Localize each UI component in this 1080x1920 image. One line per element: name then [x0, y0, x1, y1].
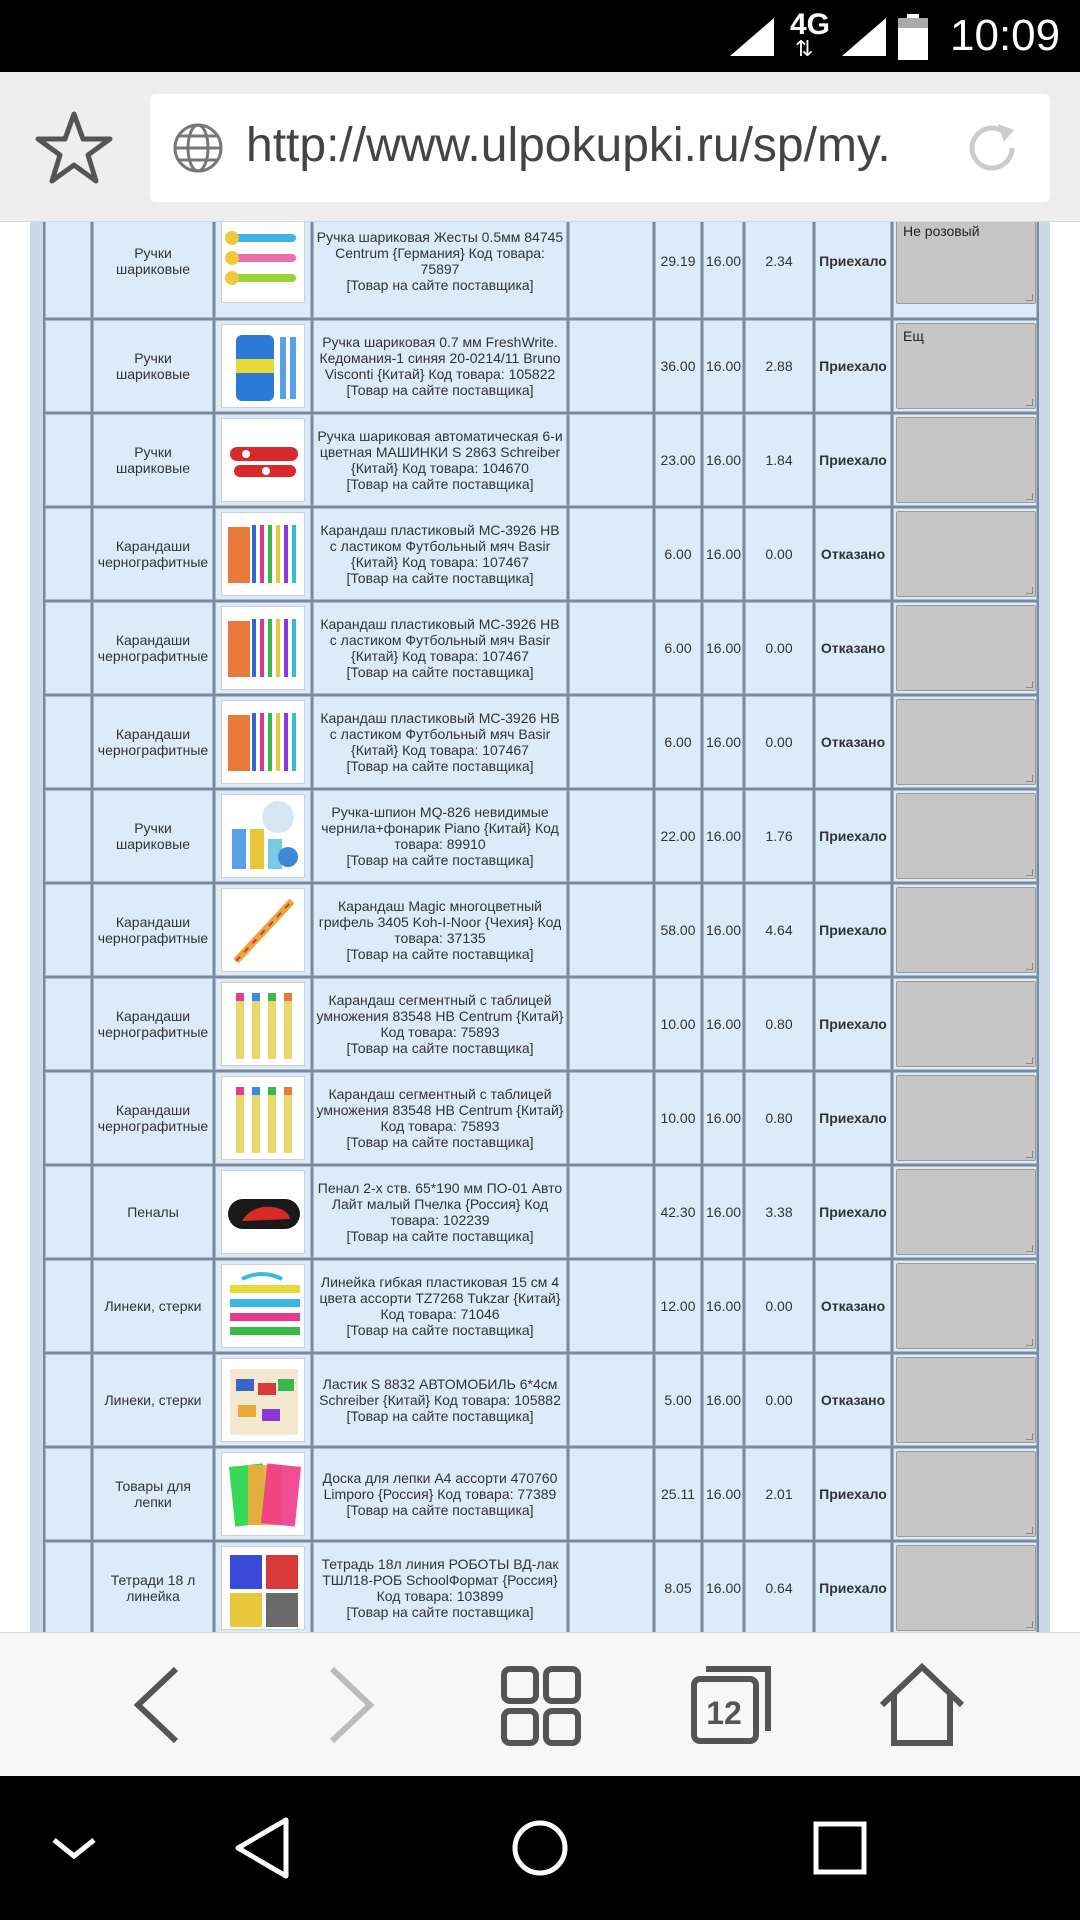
web-page: [0, 222, 1080, 1632]
select-cell[interactable]: [45, 320, 91, 412]
browser-toolbar: [0, 72, 1080, 222]
product-thumbnail[interactable]: [221, 512, 305, 596]
select-cell[interactable]: [45, 1260, 91, 1352]
extra-cell: 3.38: [745, 1166, 813, 1258]
product-name: Ручка шариковая 0.7 мм FreshWrite. Кедомания-1 синяя 20-0214/11 Bruno Visconti {Китай} Код товара: 105822: [319, 334, 561, 382]
price-cell: 22.00: [655, 790, 701, 882]
supplier-link[interactable]: [Товар на сайте поставщика]: [346, 476, 534, 492]
empty-cell: [569, 1542, 653, 1632]
product-thumbnail[interactable]: [221, 1546, 305, 1630]
empty-cell: [569, 508, 653, 600]
comment-cell: [893, 1542, 1037, 1632]
comment-cell: [893, 1072, 1037, 1164]
fee-cell: 16.00: [703, 1448, 743, 1540]
system-home-icon[interactable]: [500, 1808, 580, 1888]
fee-cell: 16.00: [703, 1072, 743, 1164]
product-thumbnail[interactable]: [221, 700, 305, 784]
order-row: [45, 696, 1037, 788]
image-cell: [215, 1072, 311, 1164]
product-image-icon: [222, 1359, 305, 1442]
extra-cell: 0.80: [745, 1072, 813, 1164]
select-cell[interactable]: [45, 790, 91, 882]
select-cell[interactable]: [45, 602, 91, 694]
price-cell: 12.00: [655, 1260, 701, 1352]
image-cell: [215, 414, 311, 506]
fee-cell: 16.00: [703, 320, 743, 412]
status-cell: Отказано: [815, 602, 891, 694]
select-cell[interactable]: [45, 1542, 91, 1632]
fee-cell: 16.00: [703, 222, 743, 318]
browser-bottom-nav: [0, 1632, 1080, 1776]
category-cell: Карандаши чернографитные: [93, 884, 213, 976]
supplier-link[interactable]: [Товар на сайте поставщика]: [346, 1408, 534, 1424]
order-row: [45, 1072, 1037, 1164]
price-cell: 23.00: [655, 414, 701, 506]
product-image-icon: [222, 1077, 305, 1160]
image-cell: [215, 1260, 311, 1352]
product-name: Ластик S 8832 АВТОМОБИЛЬ 6*4см Schreiber {Китай} Код товара: 105882: [319, 1376, 561, 1408]
order-row: [45, 508, 1037, 600]
comment-cell: [893, 1260, 1037, 1352]
product-name-cell: [313, 1166, 567, 1258]
extra-cell: 0.80: [745, 978, 813, 1070]
empty-cell: [569, 1354, 653, 1446]
select-cell[interactable]: [45, 414, 91, 506]
image-cell: [215, 602, 311, 694]
empty-cell: [569, 320, 653, 412]
category-cell: Линеки, стерки: [93, 1354, 213, 1446]
extra-cell: 0.00: [745, 696, 813, 788]
empty-cell: [569, 884, 653, 976]
supplier-link[interactable]: [Товар на сайте поставщика]: [346, 1228, 534, 1244]
select-cell[interactable]: [45, 884, 91, 976]
empty-cell: [569, 1072, 653, 1164]
product-name: Пенал 2-х ств. 65*190 мм ПО-01 Авто Лайт малый Пчелка {Россия} Код товара: 102239: [317, 1180, 563, 1228]
product-image-icon: [222, 513, 305, 596]
fee-cell: 16.00: [703, 790, 743, 882]
order-row: [45, 1354, 1037, 1446]
status-cell: Приехало: [815, 978, 891, 1070]
product-name-cell: [313, 222, 567, 318]
product-name-cell: [313, 1542, 567, 1632]
status-cell: Приехало: [815, 1166, 891, 1258]
supplier-link[interactable]: [Товар на сайте поставщика]: [346, 1134, 534, 1150]
category-cell: Линеки, стерки: [93, 1260, 213, 1352]
category-cell: Карандаши чернографитные: [93, 978, 213, 1070]
orders-grid: [43, 222, 1037, 1632]
category-cell: Ручки шариковые: [93, 790, 213, 882]
price-cell: 6.00: [655, 696, 701, 788]
product-image-icon: [222, 701, 305, 784]
product-name: Тетрадь 18л линия РОБОТЫ ВД-лак ТШЛ18-РОБ SchoolФормат {Россия} Код товара: 103899: [321, 1556, 559, 1604]
supplier-link[interactable]: [Товар на сайте поставщика]: [346, 946, 534, 962]
supplier-link[interactable]: [Товар на сайте поставщика]: [346, 277, 534, 293]
comment-field[interactable]: [896, 417, 1036, 503]
product-image-icon: [222, 222, 305, 303]
extra-cell: 0.64: [745, 1542, 813, 1632]
product-image-icon: [222, 795, 305, 878]
image-cell: [215, 508, 311, 600]
reload-icon[interactable]: [962, 118, 1022, 178]
price-cell: 10.00: [655, 1072, 701, 1164]
data-arrows-icon: ⇅: [795, 36, 812, 61]
category-cell: Карандаши чернографитные: [93, 696, 213, 788]
fee-cell: 16.00: [703, 414, 743, 506]
product-name-cell: [313, 414, 567, 506]
product-name: Ручка-шпион MQ-826 невидимые чернила+фонарик Piano {Китай} Код товара: 89910: [321, 804, 559, 852]
empty-cell: [569, 1260, 653, 1352]
empty-cell: [569, 696, 653, 788]
category-cell: Ручки шариковые: [93, 222, 213, 318]
product-name-cell: [313, 508, 567, 600]
price-cell: 58.00: [655, 884, 701, 976]
comment-cell: [893, 1166, 1037, 1258]
status-cell: Отказано: [815, 508, 891, 600]
order-row: [45, 222, 1037, 318]
extra-cell: 0.00: [745, 508, 813, 600]
price-cell: 6.00: [655, 602, 701, 694]
fee-cell: 16.00: [703, 1166, 743, 1258]
system-back-icon[interactable]: [226, 1808, 306, 1888]
supplier-link[interactable]: [Товар на сайте поставщика]: [346, 382, 534, 398]
tabs-button[interactable]: [680, 1655, 780, 1755]
product-name: Карандаш сегментный с таблицей умножения 83548 HB Centrum {Китай} Код товара: 75893: [316, 1086, 564, 1134]
product-image-icon: [222, 983, 305, 1066]
supplier-link[interactable]: [Товар на сайте поставщика]: [346, 758, 534, 774]
image-cell: [215, 978, 311, 1070]
price-cell: 6.00: [655, 508, 701, 600]
select-cell[interactable]: [45, 978, 91, 1070]
status-cell: Приехало: [815, 1448, 891, 1540]
image-cell: [215, 790, 311, 882]
image-cell: [215, 1542, 311, 1632]
product-image-icon: [222, 1265, 305, 1348]
order-row: [45, 1260, 1037, 1352]
product-image-icon: [222, 1453, 305, 1536]
image-cell: [215, 696, 311, 788]
category-cell: Пеналы: [93, 1166, 213, 1258]
comment-cell: [893, 978, 1037, 1070]
price-cell: 42.30: [655, 1166, 701, 1258]
fee-cell: 16.00: [703, 1542, 743, 1632]
category-cell: Ручки шариковые: [93, 414, 213, 506]
comment-cell: [893, 320, 1037, 412]
product-image-icon: [222, 1547, 305, 1630]
status-cell: Приехало: [815, 222, 891, 318]
fee-cell: 16.00: [703, 884, 743, 976]
fee-cell: 16.00: [703, 696, 743, 788]
product-thumbnail[interactable]: [221, 888, 305, 972]
supplier-link[interactable]: [Товар на сайте поставщика]: [346, 852, 534, 868]
extra-cell: 1.84: [745, 414, 813, 506]
product-name-cell: [313, 696, 567, 788]
comment-field[interactable]: Не розовый: [896, 222, 1036, 304]
order-row: [45, 1542, 1037, 1632]
home-icon[interactable]: [872, 1655, 972, 1755]
image-cell: [215, 320, 311, 412]
comment-cell: [893, 414, 1037, 506]
fee-cell: 16.00: [703, 1354, 743, 1446]
product-thumbnail[interactable]: [221, 222, 305, 303]
price-cell: 5.00: [655, 1354, 701, 1446]
comment-field[interactable]: [896, 1357, 1036, 1443]
network-type: 4G: [790, 8, 831, 41]
clock: 10:09: [950, 11, 1061, 60]
comment-cell: [893, 222, 1037, 318]
empty-cell: [569, 978, 653, 1070]
select-cell[interactable]: [45, 1448, 91, 1540]
product-name: Ручка шариковая Жесты 0.5мм 84745 Centrum {Германия} Код товара: 75897: [316, 229, 564, 277]
price-cell: 29.19: [655, 222, 701, 318]
order-row: [45, 1166, 1037, 1258]
globe-icon: [172, 122, 224, 174]
extra-cell: 2.34: [745, 222, 813, 318]
product-name: Линейка гибкая пластиковая 15 см 4 цвета ассорти TZ7268 Tukzar {Китай} Код товара: 71046: [319, 1274, 561, 1322]
order-row: [45, 978, 1037, 1070]
status-cell: Приехало: [815, 790, 891, 882]
comment-cell: [893, 602, 1037, 694]
image-cell: [215, 1166, 311, 1258]
product-name-cell: [313, 320, 567, 412]
price-cell: 36.00: [655, 320, 701, 412]
status-cell: Приехало: [815, 320, 891, 412]
product-image-icon: [222, 419, 305, 502]
supplier-link[interactable]: [Товар на сайте поставщика]: [346, 570, 534, 586]
recents-icon[interactable]: [800, 1808, 880, 1888]
empty-cell: [569, 1448, 653, 1540]
select-cell[interactable]: [45, 1354, 91, 1446]
comment-field[interactable]: [896, 981, 1036, 1067]
order-row: [45, 320, 1037, 412]
product-name-cell: [313, 1072, 567, 1164]
speed-dial-icon[interactable]: [490, 1655, 590, 1755]
supplier-link[interactable]: [Товар на сайте поставщика]: [346, 1502, 534, 1518]
status-cell: Приехало: [815, 1072, 891, 1164]
category-cell: Ручки шариковые: [93, 320, 213, 412]
select-cell[interactable]: [45, 696, 91, 788]
comment-field[interactable]: [896, 1545, 1036, 1631]
comment-cell: [893, 1448, 1037, 1540]
extra-cell: 2.88: [745, 320, 813, 412]
price-cell: 25.11: [655, 1448, 701, 1540]
comment-field[interactable]: [896, 1451, 1036, 1537]
comment-cell: [893, 1354, 1037, 1446]
category-cell: Карандаши чернографитные: [93, 508, 213, 600]
forward-icon[interactable]: [300, 1655, 400, 1755]
bookmark-star-icon[interactable]: [34, 108, 114, 188]
supplier-link[interactable]: [Товар на сайте поставщика]: [346, 1604, 534, 1620]
product-name: Ручка шариковая автоматическая 6-и цветная МАШИНКИ S 2863 Schreiber {Китай} Код товара: 104670: [317, 428, 563, 476]
select-cell[interactable]: [45, 508, 91, 600]
status-bar: [0, 0, 1080, 72]
comment-field[interactable]: [896, 605, 1036, 691]
order-row: [45, 1448, 1037, 1540]
category-cell: Карандаши чернографитные: [93, 602, 213, 694]
product-thumbnail[interactable]: [221, 324, 305, 408]
comment-field[interactable]: [896, 887, 1036, 973]
image-cell: [215, 884, 311, 976]
product-name-cell: [313, 790, 567, 882]
product-thumbnail[interactable]: [221, 1358, 305, 1442]
status-cell: Приехало: [815, 414, 891, 506]
product-name-cell: [313, 602, 567, 694]
orders-table: [43, 222, 1039, 1632]
product-thumbnail[interactable]: [221, 1452, 305, 1536]
order-row: [45, 790, 1037, 882]
order-row: [45, 884, 1037, 976]
status-cell: Отказано: [815, 1260, 891, 1352]
product-name: Карандаш пластиковый MC-3926 HB с ластиком Футбольный мяч Basir {Китай} Код товара: 107467: [320, 522, 560, 570]
empty-cell: [569, 602, 653, 694]
tabs-count: 12: [706, 1695, 742, 1731]
empty-cell: [569, 222, 653, 318]
comment-cell: [893, 884, 1037, 976]
category-cell: Тетради 18 л линейка: [93, 1542, 213, 1632]
select-cell[interactable]: [45, 1072, 91, 1164]
product-name: Карандаш пластиковый MC-3926 HB с ластиком Футбольный мяч Basir {Китай} Код товара: 107467: [320, 710, 560, 758]
product-thumbnail[interactable]: [221, 794, 305, 878]
product-thumbnail[interactable]: [221, 418, 305, 502]
collapse-icon[interactable]: [34, 1808, 114, 1888]
product-name-cell: [313, 1354, 567, 1446]
address-bar[interactable]: [150, 94, 1050, 202]
comment-cell: [893, 696, 1037, 788]
product-name: Доска для лепки А4 ассорти 470760 Limporo {Россия} Код товара: 77389: [322, 1470, 558, 1502]
fee-cell: 16.00: [703, 508, 743, 600]
battery-icon: [898, 14, 928, 60]
order-row: [45, 602, 1037, 694]
product-name: Карандаш сегментный с таблицей умножения 83548 HB Centrum {Китай} Код товара: 75893: [316, 992, 564, 1040]
price-cell: 8.05: [655, 1542, 701, 1632]
extra-cell: 4.64: [745, 884, 813, 976]
select-cell[interactable]: [45, 222, 91, 318]
status-cell: Приехало: [815, 884, 891, 976]
comment-field[interactable]: [896, 511, 1036, 597]
product-thumbnail[interactable]: [221, 982, 305, 1066]
comment-cell: [893, 790, 1037, 882]
product-name: Карандаш пластиковый MC-3926 HB с ластиком Футбольный мяч Basir {Китай} Код товара: 107467: [320, 616, 560, 664]
comment-field[interactable]: [896, 1075, 1036, 1161]
product-image-icon: [222, 325, 305, 408]
comment-cell: [893, 508, 1037, 600]
empty-cell: [569, 790, 653, 882]
product-thumbnail[interactable]: [221, 1264, 305, 1348]
comment-field[interactable]: [896, 699, 1036, 785]
select-cell[interactable]: [45, 1166, 91, 1258]
url-text[interactable]: http://www.ulpokupki.ru/sp/my.: [246, 119, 891, 172]
extra-cell: 0.00: [745, 1260, 813, 1352]
fee-cell: 16.00: [703, 1260, 743, 1352]
system-nav-bar: [0, 1776, 1080, 1920]
category-cell: Товары для лепки: [93, 1448, 213, 1540]
supplier-link[interactable]: [Товар на сайте поставщика]: [346, 664, 534, 680]
price-cell: 10.00: [655, 978, 701, 1070]
fee-cell: 16.00: [703, 602, 743, 694]
comment-field[interactable]: [896, 793, 1036, 879]
product-name-cell: [313, 1448, 567, 1540]
product-image-icon: [222, 889, 305, 972]
supplier-link[interactable]: [Товар на сайте поставщика]: [346, 1040, 534, 1056]
comment-field[interactable]: [896, 1263, 1036, 1349]
back-icon[interactable]: [108, 1655, 208, 1755]
signal-icon: [730, 18, 774, 56]
extra-cell: 0.00: [745, 602, 813, 694]
extra-cell: 1.76: [745, 790, 813, 882]
product-thumbnail[interactable]: [221, 1076, 305, 1160]
comment-field[interactable]: [896, 1169, 1036, 1255]
image-cell: [215, 1354, 311, 1446]
status-cell: Отказано: [815, 696, 891, 788]
extra-cell: 2.01: [745, 1448, 813, 1540]
status-cell: Отказано: [815, 1354, 891, 1446]
empty-cell: [569, 414, 653, 506]
product-thumbnail[interactable]: [221, 606, 305, 690]
product-name-cell: [313, 884, 567, 976]
comment-field[interactable]: Ещ: [896, 323, 1036, 409]
status-cell: Приехало: [815, 1542, 891, 1632]
product-name: Карандаш Magic многоцветный грифель 3405 Koh-I-Noor {Чехия} Код товара: 37135: [318, 898, 562, 946]
supplier-link[interactable]: [Товар на сайте поставщика]: [346, 1322, 534, 1338]
product-image-icon: [222, 607, 305, 690]
category-cell: Карандаши чернографитные: [93, 1072, 213, 1164]
image-cell: [215, 1448, 311, 1540]
order-row: [45, 414, 1037, 506]
fee-cell: 16.00: [703, 978, 743, 1070]
product-thumbnail[interactable]: [221, 1170, 305, 1254]
empty-cell: [569, 1166, 653, 1258]
product-name-cell: [313, 978, 567, 1070]
product-image-icon: [222, 1171, 305, 1254]
extra-cell: 0.00: [745, 1354, 813, 1446]
image-cell: [215, 222, 311, 318]
signal-icon-2: [842, 18, 886, 56]
product-name-cell: [313, 1260, 567, 1352]
